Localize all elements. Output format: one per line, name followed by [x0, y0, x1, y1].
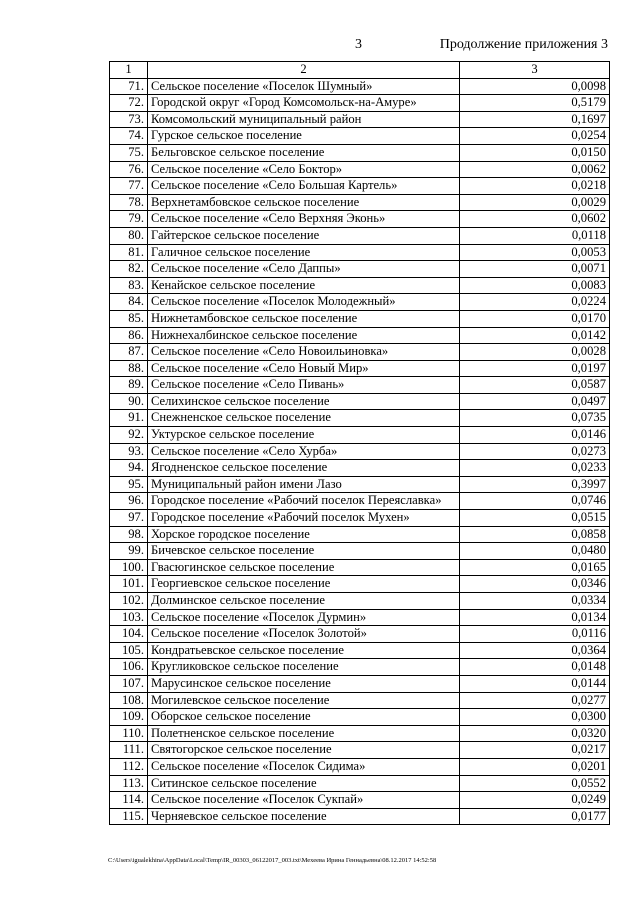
table-row — [110, 277, 610, 294]
settlement-name: Полетненское сельское поселение — [148, 725, 460, 742]
table-row — [110, 659, 610, 676]
share-value: 0,0062 — [460, 161, 610, 178]
row-number: 95. — [110, 476, 148, 493]
settlement-name: Гайтерское сельское поселение — [148, 227, 460, 244]
share-value: 0,0071 — [460, 261, 610, 278]
table-row — [110, 609, 610, 626]
settlement-name: Кондратьевское сельское поселение — [148, 642, 460, 659]
table-row — [110, 709, 610, 726]
row-number: 79. — [110, 211, 148, 228]
settlement-name: Сельское поселение «Село Даппы» — [148, 261, 460, 278]
table-row — [110, 460, 610, 477]
share-value: 0,0224 — [460, 294, 610, 311]
settlement-name: Сельское поселение «Село Боктор» — [148, 161, 460, 178]
share-value: 0,0277 — [460, 692, 610, 709]
settlement-name: Муниципальный район имени Лазо — [148, 476, 460, 493]
row-number: 74. — [110, 128, 148, 145]
row-number: 76. — [110, 161, 148, 178]
row-number: 73. — [110, 111, 148, 128]
row-number: 94. — [110, 460, 148, 477]
table-row — [110, 194, 610, 211]
settlement-name: Марусинское сельское поселение — [148, 675, 460, 692]
share-value: 0,0364 — [460, 642, 610, 659]
table-row — [110, 178, 610, 195]
settlement-name: Бельговское сельское поселение — [148, 144, 460, 161]
row-number: 86. — [110, 327, 148, 344]
share-value: 0,0144 — [460, 675, 610, 692]
settlement-name: Кенайское сельское поселение — [148, 277, 460, 294]
share-value: 0,0587 — [460, 377, 610, 394]
row-number: 111. — [110, 742, 148, 759]
share-value: 0,0165 — [460, 559, 610, 576]
share-value: 0,0146 — [460, 427, 610, 444]
share-value: 0,0300 — [460, 709, 610, 726]
table-row — [110, 261, 610, 278]
share-value: 0,0346 — [460, 576, 610, 593]
share-value: 0,0254 — [460, 128, 610, 145]
settlement-name: Комсомольский муниципальный район — [148, 111, 460, 128]
table-row — [110, 510, 610, 527]
settlement-name: Кругликовское сельское поселение — [148, 659, 460, 676]
share-value: 0,0320 — [460, 725, 610, 742]
allocation-table — [109, 61, 610, 825]
table-row — [110, 675, 610, 692]
row-number: 106. — [110, 659, 148, 676]
settlement-name: Гурское сельское поселение — [148, 128, 460, 145]
table-row — [110, 310, 610, 327]
row-number: 91. — [110, 410, 148, 427]
table-row — [110, 758, 610, 775]
share-value: 0,0029 — [460, 194, 610, 211]
row-number: 97. — [110, 510, 148, 527]
row-number: 80. — [110, 227, 148, 244]
settlement-name: Сельское поселение «Поселок Шумный» — [148, 78, 460, 95]
row-number: 110. — [110, 725, 148, 742]
settlement-name: Селихинское сельское поселение — [148, 393, 460, 410]
column-header: 1 — [110, 62, 148, 79]
table-row — [110, 211, 610, 228]
table-row — [110, 775, 610, 792]
table-row — [110, 410, 610, 427]
share-value: 0,0497 — [460, 393, 610, 410]
row-number: 81. — [110, 244, 148, 261]
row-number: 114. — [110, 792, 148, 809]
table-row — [110, 393, 610, 410]
share-value: 0,0197 — [460, 360, 610, 377]
row-number: 84. — [110, 294, 148, 311]
table-row — [110, 443, 610, 460]
page-number: 3 — [355, 37, 362, 52]
table-row — [110, 808, 610, 825]
table-row — [110, 128, 610, 145]
settlement-name: Нижнетамбовское сельское поселение — [148, 310, 460, 327]
row-number: 89. — [110, 377, 148, 394]
share-value: 0,0552 — [460, 775, 610, 792]
row-number: 87. — [110, 344, 148, 361]
table-row — [110, 626, 610, 643]
share-value: 0,0118 — [460, 227, 610, 244]
settlement-name: Уктурское сельское поселение — [148, 427, 460, 444]
settlement-name: Сельское поселение «Село Новый Мир» — [148, 360, 460, 377]
row-number: 105. — [110, 642, 148, 659]
row-number: 93. — [110, 443, 148, 460]
table-row — [110, 327, 610, 344]
share-value: 0,0273 — [460, 443, 610, 460]
settlement-name: Городской округ «Город Комсомольск-на-Амуре» — [148, 95, 460, 112]
table-row — [110, 476, 610, 493]
settlement-name: Городское поселение «Рабочий поселок Мухен» — [148, 510, 460, 527]
settlement-name: Нижнехалбинское сельское поселение — [148, 327, 460, 344]
settlement-name: Сельское поселение «Поселок Дурмин» — [148, 609, 460, 626]
table-row — [110, 144, 610, 161]
settlement-name: Сельское поселение «Поселок Молодежный» — [148, 294, 460, 311]
row-number: 109. — [110, 709, 148, 726]
table-row — [110, 725, 610, 742]
file-path-footer: C:\Users\igualekhina\AppData\Local\Temp\IR_00303_06122017_003.txt\Мехеева Ирина Геннадьевна\08.12.2017 14:52:58 — [108, 857, 437, 864]
row-number: 71. — [110, 78, 148, 95]
table-row — [110, 692, 610, 709]
share-value: 0,0134 — [460, 609, 610, 626]
table-row — [110, 493, 610, 510]
row-number: 78. — [110, 194, 148, 211]
settlement-name: Святогорское сельское поселение — [148, 742, 460, 759]
row-number: 92. — [110, 427, 148, 444]
row-number: 112. — [110, 758, 148, 775]
settlement-name: Сельское поселение «Село Верхняя Эконь» — [148, 211, 460, 228]
table-row — [110, 427, 610, 444]
table-row — [110, 792, 610, 809]
table-row — [110, 111, 610, 128]
row-number: 103. — [110, 609, 148, 626]
settlement-name: Сельское поселение «Село Большая Картель» — [148, 178, 460, 195]
row-number: 96. — [110, 493, 148, 510]
share-value: 0,0142 — [460, 327, 610, 344]
settlement-name: Верхнетамбовское сельское поселение — [148, 194, 460, 211]
settlement-name: Могилевское сельское поселение — [148, 692, 460, 709]
share-value: 0,0249 — [460, 792, 610, 809]
share-value: 0,0053 — [460, 244, 610, 261]
table-row — [110, 95, 610, 112]
row-number: 104. — [110, 626, 148, 643]
settlement-name: Галичное сельское поселение — [148, 244, 460, 261]
column-header: 2 — [148, 62, 460, 79]
share-value: 0,0028 — [460, 344, 610, 361]
share-value: 0,0217 — [460, 742, 610, 759]
table-row — [110, 294, 610, 311]
table-row — [110, 78, 610, 95]
settlement-name: Ягодненское сельское поселение — [148, 460, 460, 477]
table-row — [110, 244, 610, 261]
settlement-name: Сельское поселение «Поселок Сукпай» — [148, 792, 460, 809]
share-value: 0,0098 — [460, 78, 610, 95]
settlement-name: Сельское поселение «Село Пивань» — [148, 377, 460, 394]
share-value: 0,0735 — [460, 410, 610, 427]
share-value: 0,5179 — [460, 95, 610, 112]
continuation-label: Продолжение приложения 3 — [439, 37, 608, 52]
share-value: 0,0218 — [460, 178, 610, 195]
settlement-name: Долминское сельское поселение — [148, 593, 460, 610]
settlement-name: Сельское поселение «Поселок Сидима» — [148, 758, 460, 775]
share-value: 0,0170 — [460, 310, 610, 327]
table-row — [110, 742, 610, 759]
settlement-name: Сельское поселение «Село Хурба» — [148, 443, 460, 460]
settlement-name: Городское поселение «Рабочий поселок Переяславка» — [148, 493, 460, 510]
table-body — [110, 78, 610, 825]
row-number: 98. — [110, 526, 148, 543]
share-value: 0,0201 — [460, 758, 610, 775]
table-row — [110, 543, 610, 560]
row-number: 85. — [110, 310, 148, 327]
settlement-name: Георгиевское сельское поселение — [148, 576, 460, 593]
table-row — [110, 360, 610, 377]
share-value: 0,0233 — [460, 460, 610, 477]
settlement-name: Гвасюгинское сельское поселение — [148, 559, 460, 576]
row-number: 88. — [110, 360, 148, 377]
share-value: 0,0858 — [460, 526, 610, 543]
row-number: 102. — [110, 593, 148, 610]
row-number: 72. — [110, 95, 148, 112]
row-number: 90. — [110, 393, 148, 410]
table-row — [110, 642, 610, 659]
table-header-row — [110, 62, 610, 79]
settlement-name: Ситинское сельское поселение — [148, 775, 460, 792]
settlement-name: Оборское сельское поселение — [148, 709, 460, 726]
table-row — [110, 344, 610, 361]
table-row — [110, 559, 610, 576]
row-number: 82. — [110, 261, 148, 278]
row-number: 101. — [110, 576, 148, 593]
share-value: 0,0746 — [460, 493, 610, 510]
share-value: 0,0083 — [460, 277, 610, 294]
table-row — [110, 593, 610, 610]
row-number: 113. — [110, 775, 148, 792]
column-header: 3 — [460, 62, 610, 79]
table-row — [110, 526, 610, 543]
settlement-name: Хорское городское поселение — [148, 526, 460, 543]
settlement-name: Сельское поселение «Поселок Золотой» — [148, 626, 460, 643]
settlement-name: Сельское поселение «Село Новоильиновка» — [148, 344, 460, 361]
row-number: 108. — [110, 692, 148, 709]
row-number: 83. — [110, 277, 148, 294]
table-row — [110, 161, 610, 178]
row-number: 77. — [110, 178, 148, 195]
row-number: 75. — [110, 144, 148, 161]
settlement-name: Бичевское сельское поселение — [148, 543, 460, 560]
table-row — [110, 227, 610, 244]
share-value: 0,0602 — [460, 211, 610, 228]
share-value: 0,0150 — [460, 144, 610, 161]
share-value: 0,0515 — [460, 510, 610, 527]
row-number: 99. — [110, 543, 148, 560]
share-value: 0,0480 — [460, 543, 610, 560]
share-value: 0,0177 — [460, 808, 610, 825]
table-row — [110, 576, 610, 593]
table-row — [110, 377, 610, 394]
row-number: 100. — [110, 559, 148, 576]
settlement-name: Снежненское сельское поселение — [148, 410, 460, 427]
share-value: 0,0334 — [460, 593, 610, 610]
row-number: 107. — [110, 675, 148, 692]
share-value: 0,3997 — [460, 476, 610, 493]
share-value: 0,0116 — [460, 626, 610, 643]
share-value: 0,1697 — [460, 111, 610, 128]
row-number: 115. — [110, 808, 148, 825]
settlement-name: Черняевское сельское поселение — [148, 808, 460, 825]
share-value: 0,0148 — [460, 659, 610, 676]
